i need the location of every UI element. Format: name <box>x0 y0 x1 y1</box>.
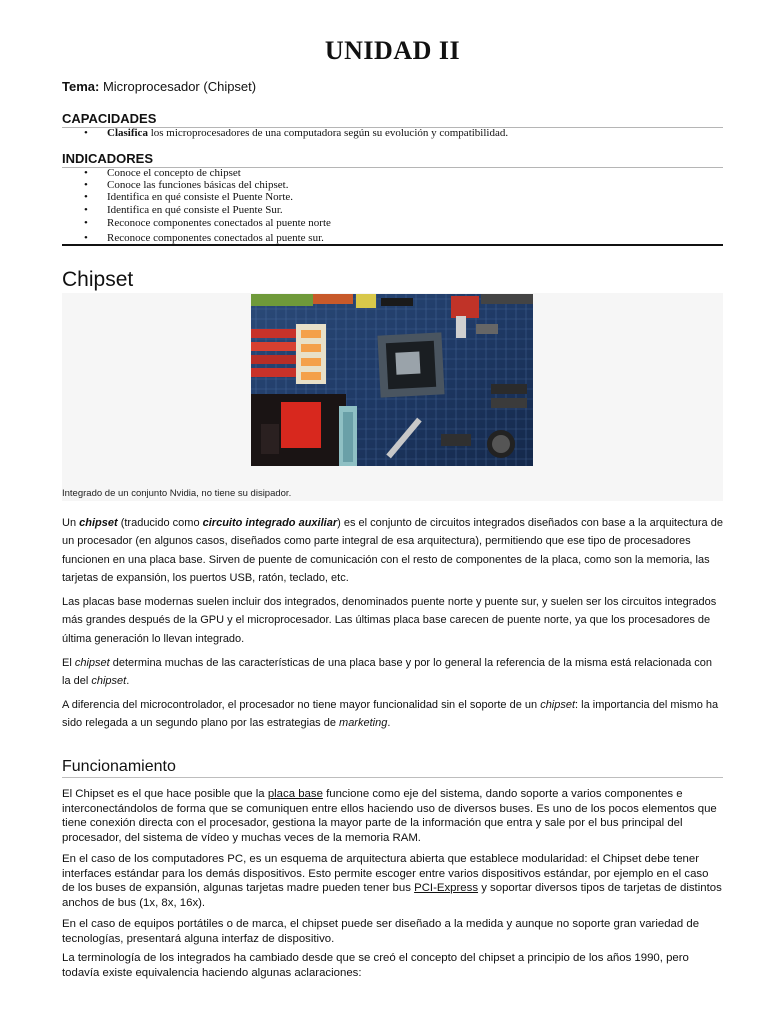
text-span: determina muchas de las características de una placa base y por lo general la referencia de la misma está relacionada con la del <box>62 657 712 688</box>
chipset-paragraph-3 <box>62 654 723 691</box>
capacidad-text: los microprocesadores de una computadora según su evolución y compatibilidad. <box>147 127 509 139</box>
funcionamiento-paragraph-3: En el caso de equipos portátiles o de marca, el chipset puede ser diseñado a la medida y aunque no soporte gran variedad de tecnologías, presentará alguna interfaz de dispositivo. <box>62 918 700 945</box>
figure <box>62 293 723 501</box>
page-title: UNIDAD II <box>324 36 461 65</box>
marketing-term: marketing <box>339 717 388 730</box>
text-span: A diferencia del microcontrolador, el procesador no tiene mayor funcionalidad sin el soporte de un <box>62 699 541 711</box>
text-span: . <box>387 717 391 730</box>
text-span: ) es el conjunto de circuitos integrados diseñados con base a la arquitectura de un procesador (en algunos casos, diseñados como parte integral de esa arquitectura), permitiendo que ese tipo de procesadores funcionen en una placa base. Sirven de puente de comunicación con el resto de componentes de la placa, como son la memoria, las tarjetas de expansión, los puertos USB, ratón, teclado, etc. <box>62 517 723 585</box>
motherboard-photo <box>251 294 533 466</box>
funcionamiento-paragraph-4: La terminología de los integrados ha cambiado desde que se creó el concepto del chipset a principio de los años 1990, pero todavía existe equivalencia haciendo algunas aclaraciones: <box>62 952 689 979</box>
text-span: : la importancia del mismo ha sido relegada a un segundo plano por las estrategias de <box>62 699 719 730</box>
text-span: . <box>126 675 130 688</box>
text-span: El <box>62 657 75 669</box>
text-span: En el caso de los computadores PC, es un esquema de arquitectura abierta que establece modularidad: el Chipset debe tener interfaces estándar para los demás dispositivos. Esto permite escoger entre varios dispositivos estándar, por ejemplo en el caso de los buses de expansión, algunas tarjetas madre pueden tener bus <box>62 853 709 894</box>
indicadores-list <box>62 167 723 246</box>
text-span: Un <box>62 517 80 529</box>
text-span: (traducido como <box>117 517 203 529</box>
chipset-paragraph-2: Las placas base modernas suelen incluir dos integrados, denominados puente norte y puente sur, y suelen ser los circuitos integrados más grandes después de la GPU y el microprocesador. Las últimas placa base carecen de puente norte, ya que los procesadores de última generación lo llevan integrado. <box>62 596 717 645</box>
list-item: • Identifica en qué consiste el Puente Sur. <box>62 204 723 216</box>
chipset-term: chipset <box>74 657 110 669</box>
chipset-paragraph-4 <box>62 696 723 733</box>
indicadores-heading: INDICADORES <box>62 151 723 168</box>
list-item: • Conoce las funciones básicas del chipset. <box>62 179 723 191</box>
topic-value: Microprocesador (Chipset) <box>99 79 257 94</box>
topic-line <box>62 79 256 94</box>
chipset-term: chipset <box>79 517 118 529</box>
list-item: • Reconoce componentes conectados al puente sur. <box>62 231 723 246</box>
figure-caption: Integrado de un conjunto Nvidia, no tiene su disipador. <box>62 488 292 499</box>
pci-express-link[interactable]: PCI-Express <box>414 882 479 894</box>
funcionamiento-paragraph-2 <box>62 852 723 910</box>
capacidades-list <box>62 127 723 139</box>
text-span: funcione como eje del sistema, dando soporte a varios componentes e interconectándolos de forma que se comuniquen entre ellos haciendo uso de diversos buses. Es uno de los pocos elementos que tiene conexión directa con el procesador, gestiona la mayor parte de la información que entra y sale por el bus principal del procesador, del sistema de vídeo y muchas veces de la memoria RAM. <box>62 788 717 844</box>
text-span: El Chipset es el que hace posible que la <box>62 788 268 800</box>
chipset-term: chipset <box>91 675 127 688</box>
chipset-heading: Chipset <box>62 268 723 294</box>
list-item: • Identifica en qué consiste el Puente Norte. <box>62 191 723 203</box>
funcionamiento-paragraph-1 <box>62 787 723 845</box>
text-span: y soportar diversos tipos de tarjetas de distintos anchos de bus (1x, 8x, 16x). <box>62 882 722 909</box>
term-emphasis: circuito integrado auxiliar <box>202 517 338 529</box>
capacidades-heading: CAPACIDADES <box>62 111 723 128</box>
chipset-term: chipset <box>540 699 576 711</box>
list-item: • Reconoce componentes conectados al puente norte <box>62 216 723 231</box>
chipset-paragraph-1 <box>62 514 723 588</box>
topic-label: Tema: <box>62 79 100 94</box>
funcionamiento-heading: Funcionamiento <box>62 758 723 778</box>
capacidad-bold: Clasifica <box>107 127 148 139</box>
list-item: • Conoce el concepto de chipset <box>62 167 723 179</box>
placa-base-link[interactable]: placa base <box>267 788 323 800</box>
list-item <box>62 127 723 139</box>
section-divider <box>62 244 723 246</box>
